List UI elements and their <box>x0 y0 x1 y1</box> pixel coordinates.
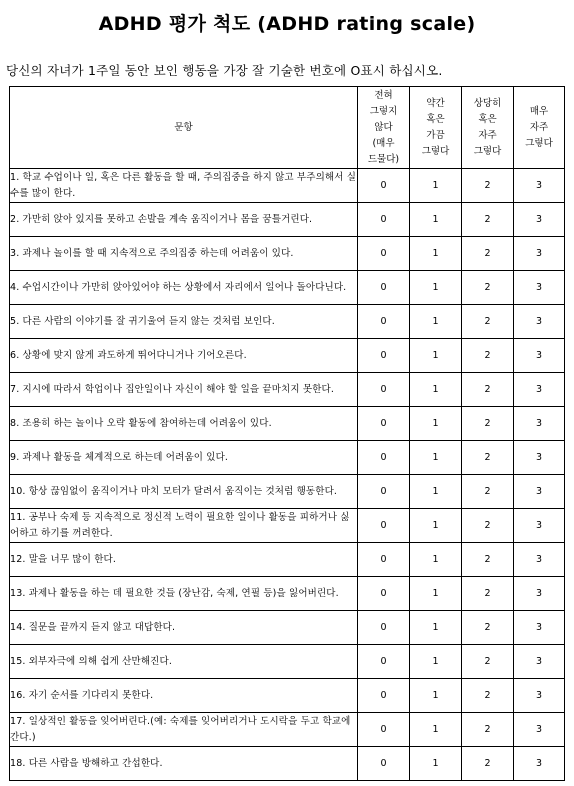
table-row <box>10 713 565 747</box>
score-option-0[interactable]: 0 <box>358 679 410 713</box>
score-option-2[interactable]: 2 <box>462 645 514 679</box>
score-header-1-line: 혹은 <box>426 113 445 125</box>
table-row <box>10 339 565 373</box>
score-option-3[interactable]: 3 <box>514 475 565 509</box>
table-row <box>10 203 565 237</box>
table-row <box>10 169 565 203</box>
score-option-1[interactable]: 1 <box>410 645 462 679</box>
item-text: 12. 말을 너무 많이 한다. <box>10 543 358 577</box>
score-option-2[interactable]: 2 <box>462 679 514 713</box>
score-option-2[interactable]: 2 <box>462 339 514 373</box>
rating-table <box>9 86 565 781</box>
item-text: 2. 가만히 앉아 있지를 못하고 손발을 계속 움직이거나 몸을 꿈틀거린다. <box>10 203 358 237</box>
table-body <box>10 169 565 781</box>
score-option-3[interactable]: 3 <box>514 747 565 781</box>
score-option-2[interactable]: 2 <box>462 747 514 781</box>
score-option-1[interactable]: 1 <box>410 339 462 373</box>
score-option-2[interactable]: 2 <box>462 577 514 611</box>
score-option-0[interactable]: 0 <box>358 611 410 645</box>
score-option-3[interactable]: 3 <box>514 713 565 747</box>
score-option-0[interactable]: 0 <box>358 169 410 203</box>
score-option-1[interactable]: 1 <box>410 373 462 407</box>
score-option-0[interactable]: 0 <box>358 747 410 781</box>
score-option-3[interactable]: 3 <box>514 577 565 611</box>
score-option-1[interactable]: 1 <box>410 543 462 577</box>
item-text: 10. 항상 끊임없이 움직이거나 마치 모터가 달려서 움직이는 것처럼 행동한다. <box>10 475 358 509</box>
score-option-3[interactable]: 3 <box>514 203 565 237</box>
header-row <box>10 87 565 169</box>
item-text: 16. 자기 순서를 기다리지 못한다. <box>10 679 358 713</box>
table-row <box>10 611 565 645</box>
score-header-3 <box>514 87 565 169</box>
score-option-0[interactable]: 0 <box>358 509 410 543</box>
score-option-1[interactable]: 1 <box>410 747 462 781</box>
table-row <box>10 509 565 543</box>
score-header-1 <box>410 87 462 169</box>
item-text: 7. 지시에 따라서 학업이나 집안일이나 자신이 해야 할 일을 끝마치지 못한다. <box>10 373 358 407</box>
score-option-0[interactable]: 0 <box>358 577 410 611</box>
score-option-0[interactable]: 0 <box>358 475 410 509</box>
score-header-1-line: 가끔 <box>426 129 445 141</box>
score-option-0[interactable]: 0 <box>358 237 410 271</box>
score-header-0-line: 드물다) <box>367 153 400 165</box>
item-text: 15. 외부자극에 의해 쉽게 산만해진다. <box>10 645 358 679</box>
score-option-3[interactable]: 3 <box>514 271 565 305</box>
score-option-2[interactable]: 2 <box>462 305 514 339</box>
score-option-0[interactable]: 0 <box>358 407 410 441</box>
table-row <box>10 577 565 611</box>
score-option-1[interactable]: 1 <box>410 305 462 339</box>
score-option-2[interactable]: 2 <box>462 203 514 237</box>
item-text: 9. 과제나 활동을 체계적으로 하는데 어려움이 있다. <box>10 441 358 475</box>
score-header-1-line: 약간 <box>426 97 445 109</box>
score-option-2[interactable]: 2 <box>462 441 514 475</box>
item-text: 4. 수업시간이나 가만히 앉아있어야 하는 상황에서 자리에서 일어나 돌아다닌다. <box>10 271 358 305</box>
score-option-3[interactable]: 3 <box>514 441 565 475</box>
item-text: 11. 공부나 숙제 등 지속적으로 정신적 노력이 필요한 일이나 활동을 피하거나 싫어하고 하기를 꺼려한다. <box>10 509 358 543</box>
item-text: 6. 상황에 맞지 않게 과도하게 뛰어다니거나 기어오른다. <box>10 339 358 373</box>
score-option-3[interactable]: 3 <box>514 543 565 577</box>
score-option-3[interactable]: 3 <box>514 339 565 373</box>
item-text: 17. 일상적인 활동을 잊어버린다.(예: 숙제를 잊어버리거나 도시락을 두고 학교에 간다.) <box>10 713 358 747</box>
score-option-3[interactable]: 3 <box>514 169 565 203</box>
item-text: 8. 조용히 하는 놀이나 오락 활동에 참여하는데 어려움이 있다. <box>10 407 358 441</box>
score-header-3-line: 매우 <box>529 105 549 117</box>
item-text: 5. 다른 사람의 이야기를 잘 귀기울여 듣지 않는 것처럼 보인다. <box>10 305 358 339</box>
score-header-3-line: 자주 <box>529 121 549 133</box>
score-option-1[interactable]: 1 <box>410 713 462 747</box>
score-option-2[interactable]: 2 <box>462 169 514 203</box>
table-row <box>10 645 565 679</box>
score-option-0[interactable]: 0 <box>358 339 410 373</box>
question-column-header: 문항 <box>10 87 358 169</box>
score-option-0[interactable]: 0 <box>358 713 410 747</box>
score-header-0-line: 전혀 <box>374 89 393 101</box>
score-header-3-line: 그렇다 <box>525 137 553 149</box>
score-header-2-line: 혹은 <box>478 113 497 125</box>
score-option-3[interactable]: 3 <box>514 373 565 407</box>
score-header-2 <box>462 87 514 169</box>
score-option-3[interactable]: 3 <box>514 611 565 645</box>
score-option-1[interactable]: 1 <box>410 475 462 509</box>
page-title: ADHD 평가 척도 (ADHD rating scale) <box>98 13 476 35</box>
score-option-1[interactable]: 1 <box>410 577 462 611</box>
instruction-text: 당신의 자녀가 1주일 동안 보인 행동을 가장 잘 기술한 번호에 O표시 하십시오. <box>6 63 443 78</box>
score-option-2[interactable]: 2 <box>462 611 514 645</box>
score-header-1-line: 그렇다 <box>421 145 450 157</box>
score-option-3[interactable]: 3 <box>514 509 565 543</box>
score-option-1[interactable]: 1 <box>410 509 462 543</box>
score-option-3[interactable]: 3 <box>514 645 565 679</box>
table-row <box>10 441 565 475</box>
score-option-2[interactable]: 2 <box>462 713 514 747</box>
score-option-1[interactable]: 1 <box>410 611 462 645</box>
score-option-3[interactable]: 3 <box>514 679 565 713</box>
table-row <box>10 305 565 339</box>
score-option-3[interactable]: 3 <box>514 305 565 339</box>
score-option-2[interactable]: 2 <box>462 509 514 543</box>
item-text: 1. 학교 수업이나 일, 혹은 다른 활동을 할 때, 주의집중을 하지 않고 부주의해서 실수를 많이 한다. <box>10 169 358 203</box>
score-option-1[interactable]: 1 <box>410 237 462 271</box>
score-option-1[interactable]: 1 <box>410 169 462 203</box>
score-option-0[interactable]: 0 <box>358 543 410 577</box>
score-option-2[interactable]: 2 <box>462 237 514 271</box>
item-text: 13. 과제나 활동을 하는 데 필요한 것들 (장난감, 숙제, 연필 등)을 잃어버린다. <box>10 577 358 611</box>
score-option-1[interactable]: 1 <box>410 679 462 713</box>
table-row <box>10 475 565 509</box>
score-option-2[interactable]: 2 <box>462 373 514 407</box>
table-row <box>10 271 565 305</box>
table-row <box>10 679 565 713</box>
table-row <box>10 407 565 441</box>
score-header-2-line: 그렇다 <box>473 145 502 157</box>
score-option-2[interactable]: 2 <box>462 543 514 577</box>
score-header-0-line: (매우 <box>372 137 395 149</box>
table-row <box>10 747 565 781</box>
score-option-1[interactable]: 1 <box>410 441 462 475</box>
score-option-0[interactable]: 0 <box>358 373 410 407</box>
score-option-0[interactable]: 0 <box>358 203 410 237</box>
item-text: 3. 과제나 놀이를 할 때 지속적으로 주의집중 하는데 어려움이 있다. <box>10 237 358 271</box>
score-option-1[interactable]: 1 <box>410 203 462 237</box>
score-option-0[interactable]: 0 <box>358 305 410 339</box>
item-text: 18. 다른 사람을 방해하고 간섭한다. <box>10 747 358 781</box>
score-option-0[interactable]: 0 <box>358 645 410 679</box>
table-row <box>10 373 565 407</box>
score-option-3[interactable]: 3 <box>514 407 565 441</box>
score-option-0[interactable]: 0 <box>358 271 410 305</box>
score-header-2-line: 상당히 <box>473 97 502 109</box>
table-row <box>10 543 565 577</box>
score-option-2[interactable]: 2 <box>462 407 514 441</box>
score-header-2-line: 자주 <box>478 129 497 141</box>
table-row <box>10 237 565 271</box>
score-option-2[interactable]: 2 <box>462 271 514 305</box>
score-option-1[interactable]: 1 <box>410 271 462 305</box>
item-text: 14. 질문을 끝까지 듣지 않고 대답한다. <box>10 611 358 645</box>
score-option-3[interactable]: 3 <box>514 237 565 271</box>
score-header-0-line: 그렇지 <box>369 105 398 117</box>
score-option-2[interactable]: 2 <box>462 475 514 509</box>
score-header-0-line: 않다 <box>374 121 393 133</box>
score-header-0 <box>358 87 410 169</box>
score-option-0[interactable]: 0 <box>358 441 410 475</box>
score-option-1[interactable]: 1 <box>410 407 462 441</box>
